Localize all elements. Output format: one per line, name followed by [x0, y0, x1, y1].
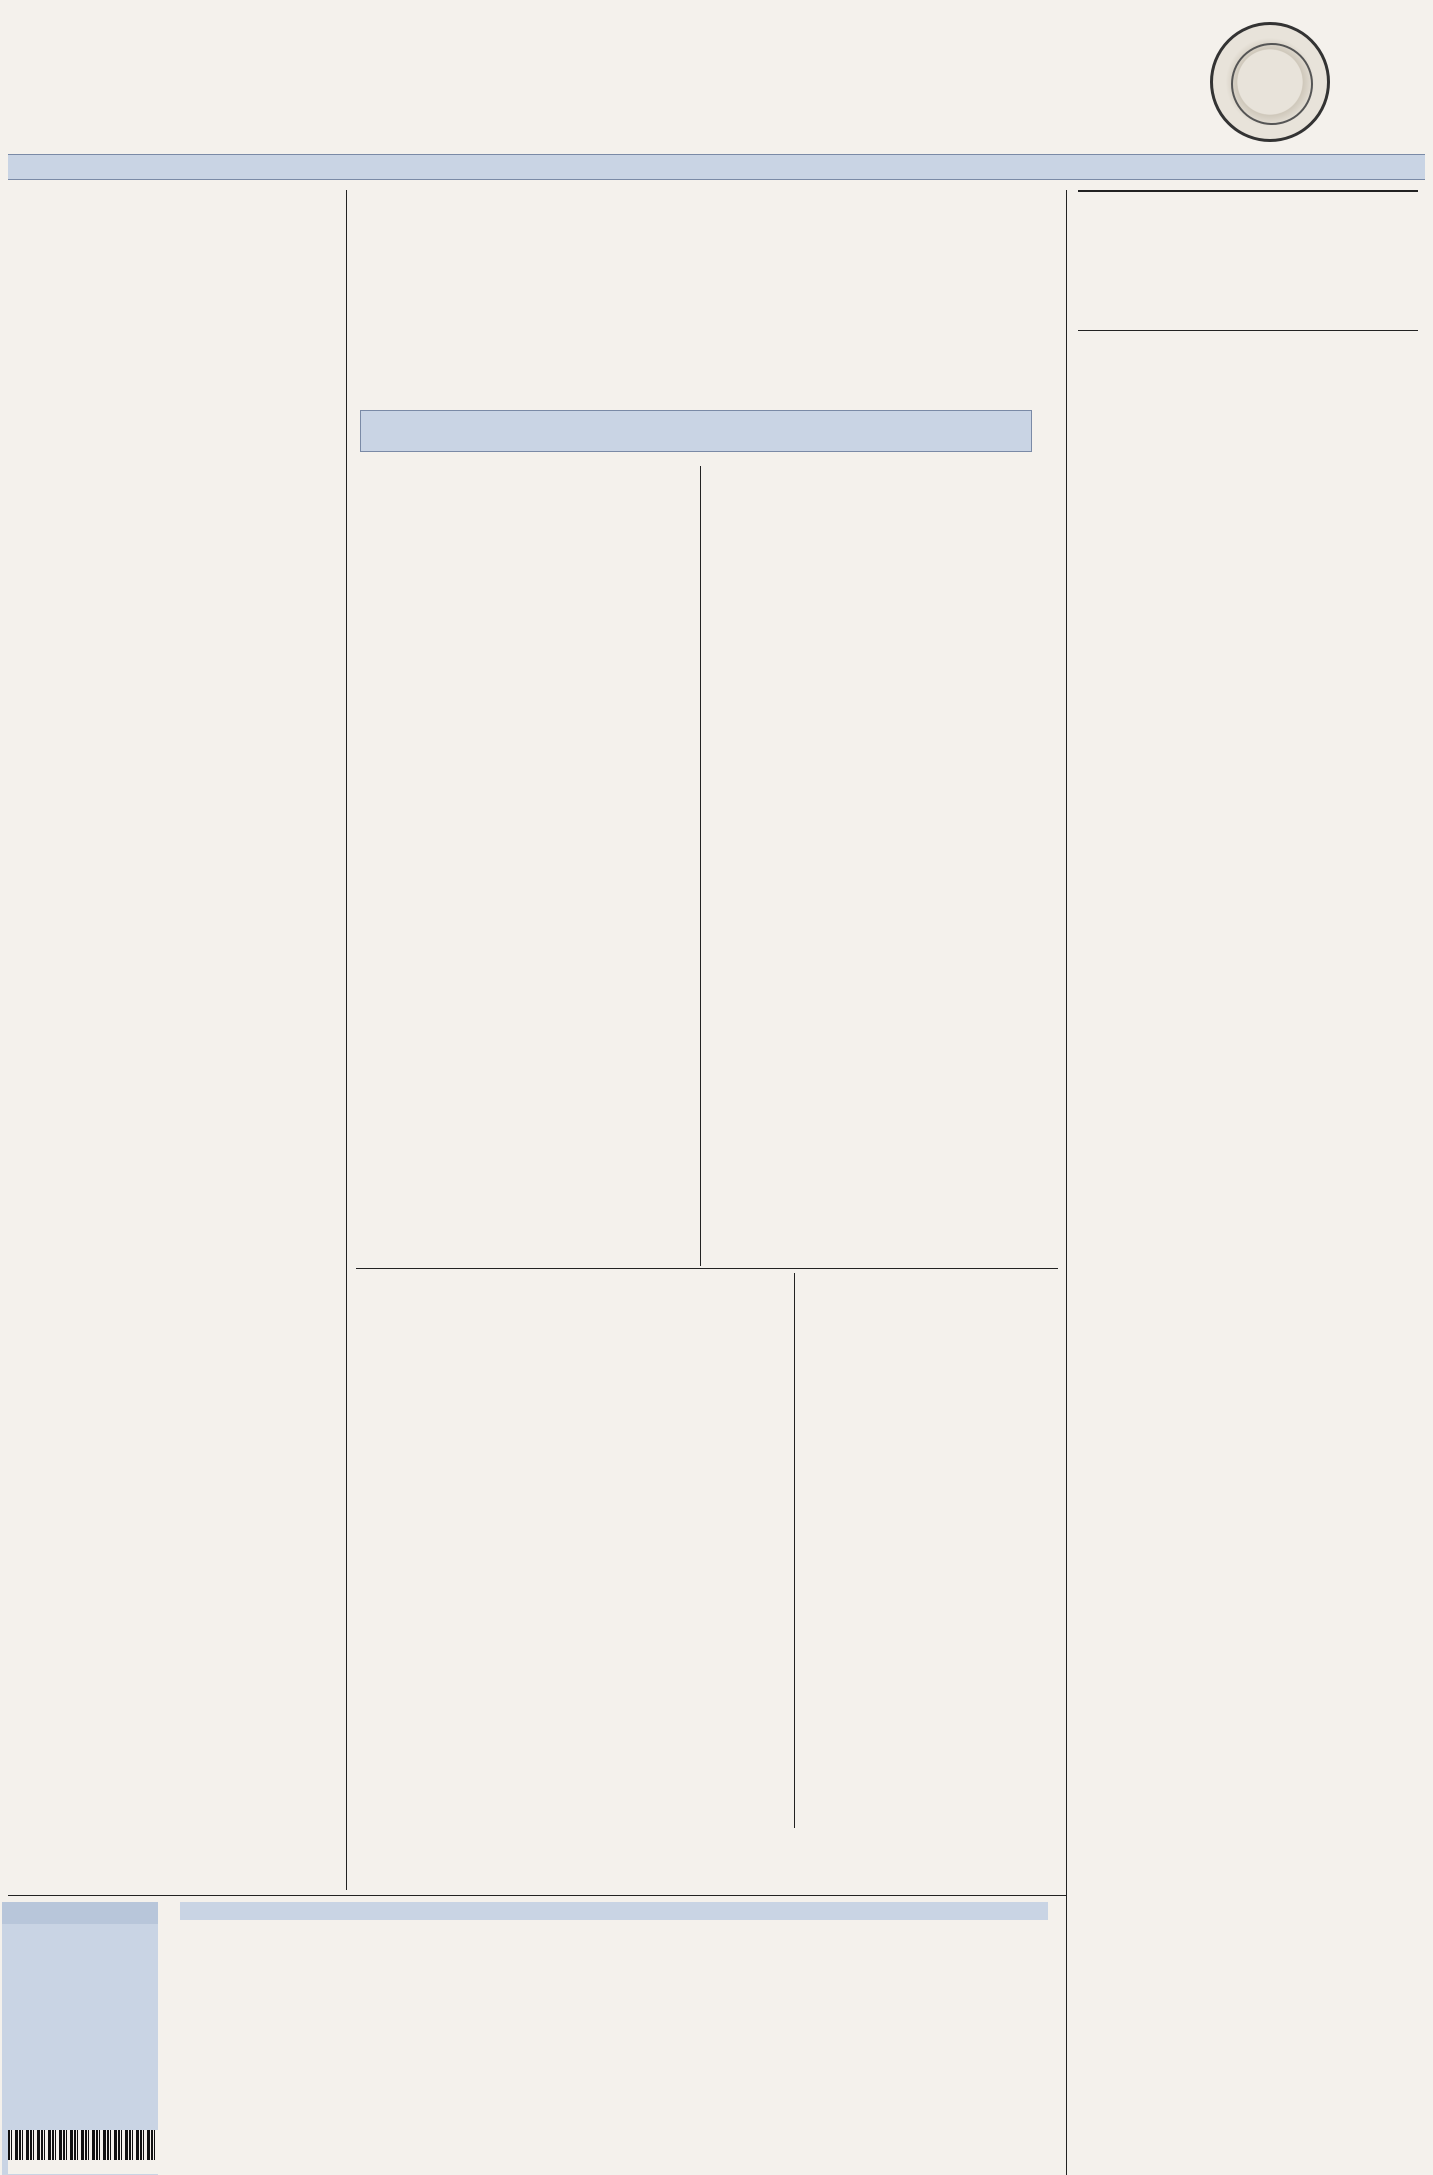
lead-subhead	[360, 410, 1032, 452]
delor-col2	[852, 1340, 1052, 1860]
lead-col1	[356, 466, 692, 1266]
delor-col1	[640, 1340, 840, 1860]
masthead-logo	[330, 0, 1130, 150]
left-article	[8, 196, 338, 1886]
world-box	[1078, 190, 1418, 332]
lead-col2	[708, 466, 1048, 1266]
hmeras-col2	[398, 2012, 604, 2175]
info-bar	[8, 154, 1425, 180]
headlines-title	[2, 1902, 158, 1924]
hmeras-bar	[180, 1902, 1048, 1920]
pennies-col1	[356, 1408, 556, 1823]
hmeras-col4	[834, 1928, 1048, 2150]
right-article-body	[1078, 354, 1420, 2054]
hmeras-col3	[616, 2012, 822, 2175]
right-article	[1078, 344, 1420, 2174]
hmeras-col1	[180, 1928, 386, 2175]
seal-emblem	[1210, 22, 1330, 142]
left-article-body	[8, 210, 338, 1770]
barcode-digits	[8, 2160, 158, 2174]
